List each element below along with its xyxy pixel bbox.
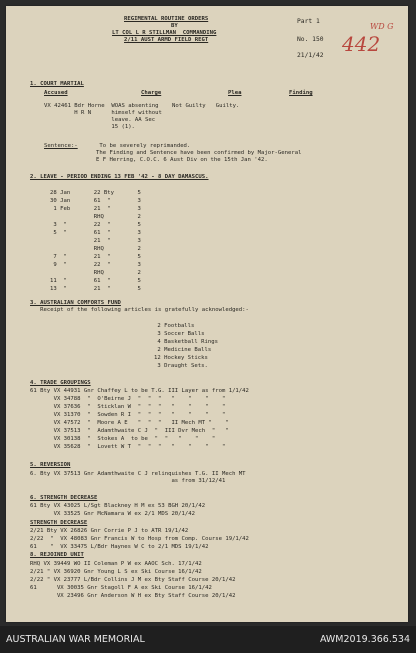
sentence-line: E F Herring, C.O.C. 6 Aust Div on the 15th Jan '42. (96, 157, 268, 163)
order-number: No. 150 (297, 36, 324, 43)
trade-row: VX 30138 " Stokes A to be " " " " " (30, 436, 216, 442)
reversion-line: 6. Bty VX 37513 Gnr Adamthwaite C J relinquishes T.G. II Mech MT (30, 471, 246, 477)
sentence-line: The Finding and Sentence have been confirmed by Major-General (96, 150, 302, 156)
leave-row: RHQ 2 (50, 270, 141, 276)
rejoined-row: VX 23496 Gnr Anderson W H ex Bty Staff Course 20/1/42 (30, 593, 236, 599)
footer-source: AUSTRALIAN WAR MEMORIAL (6, 634, 145, 645)
col-plea: Plea (228, 90, 242, 96)
strength-row: 61 Bty VX 43025 L/Sgt Blackney H M ex 53 BGH 20/1/42 (30, 503, 206, 509)
sentence-line: To be severely reprimanded. (96, 143, 191, 149)
trade-row: VX 31370 " Sowden R I " " " " " " " (30, 412, 226, 418)
trade-row: VX 34788 " O'Beirne J " " " " " " " (30, 396, 226, 402)
strength-row: 2/22 " VX 48083 Gnr Francis W to Hosp from Comp. Course 19/1/42 (30, 536, 249, 542)
leave-row: 21 " 3 (50, 238, 141, 244)
court-martial-row: 15 (1). (44, 124, 135, 130)
section-7-heading: STRENGTH DECREASE (30, 520, 88, 526)
archive-footer (0, 626, 416, 653)
leave-row: 28 Jan 22 Bty 5 (50, 190, 141, 196)
section-4-heading: 4. TRADE GROUPINGS (30, 380, 91, 386)
section-1-heading: 1. COURT MARTIAL (30, 81, 84, 87)
leave-row: 11 " 61 " 5 (50, 278, 141, 284)
section-2-heading: 2. LEAVE - PERIOD ENDING 13 FEB '42 - 8 DAY DAMASCUS. (30, 174, 209, 180)
col-finding: Finding (289, 90, 313, 96)
document-page (6, 6, 408, 622)
section-6-heading: 6. STRENGTH DECREASE (30, 495, 98, 501)
rejoined-row: RHQ VX 39449 WO II Coleman P W ex AAOC Sch. 17/1/42 (30, 561, 202, 567)
court-martial-row: H R N himself without (44, 110, 162, 116)
reversion-line: as from 31/12/41 (30, 478, 226, 484)
strength-row: VX 33525 Gnr McNamara W ex 2/1 MDS 20/1/42 (30, 511, 196, 517)
handwritten-note: WD G (370, 22, 394, 31)
acf-intro: Receipt of the following articles is gratefully acknowledged:- (30, 307, 249, 313)
leave-row: 1 Feb 21 " 3 (50, 206, 141, 212)
acf-item: 3 Draught Sets. (154, 363, 208, 369)
leave-row: 9 " 22 " 3 (50, 262, 141, 268)
leave-row: 13 " 21 " 5 (50, 286, 141, 292)
trade-row: VX 47572 " Moore A E " " " II Mech MT " " (30, 420, 229, 426)
trade-row: VX 37636 " Sticklan W " " " " " " " (30, 404, 226, 410)
sentence-label: Sentence:- (44, 143, 78, 149)
court-martial-row: leave. AA Sec (44, 117, 156, 123)
title-line-4: 2/11 AUST ARMD FIELD REGT (124, 37, 209, 43)
part-label: Part 1 (297, 18, 320, 25)
leave-row: 5 " 61 " 3 (50, 230, 141, 236)
section-8-heading: 8. REJOINED UNIT (30, 552, 84, 558)
leave-row: 3 " 22 " 5 (50, 222, 141, 228)
title-line-3: LT COL L R STILLMAN COMMANDING (112, 30, 217, 36)
footer-reference: AWM2019.366.534 (319, 634, 410, 645)
section-5-heading: 5. REVERSION (30, 462, 71, 468)
strength-row: 2/21 Bty VX 26826 Gnr Corrie P J to ATR 19/1/42 (30, 528, 189, 534)
rejoined-row: 61 VX 30035 Gnr Stagoll F A ex Ski Course 16/1/42 (30, 585, 212, 591)
acf-item: 3 Soccer Balls (154, 331, 205, 337)
handwritten-folio: 442 (342, 32, 381, 56)
trade-row: 61 Bty VX 44931 Gnr Chaffey L to be T.G. III Layer as from 1/1/42 (30, 388, 249, 394)
rejoined-row: 2/22 " VX 23777 L/Bdr Collins J M ex Bty Staff Course 20/1/42 (30, 577, 236, 583)
leave-row: 30 Jan 61 " 3 (50, 198, 141, 204)
trade-row: VX 37513 " Adamthwaite C J " III Dvr Mech " " (30, 428, 229, 434)
trade-row: VX 35628 " Lovett W T " " " " " " " (30, 444, 226, 450)
col-accused: Accused (44, 90, 68, 96)
acf-item: 2 Footballs (154, 323, 195, 329)
court-martial-row: VX 42461 Bdr Horne WOAS absenting Not Guilty Guilty. (44, 103, 240, 109)
section-3-heading: 3. AUSTRALIAN COMFORTS FUND (30, 300, 121, 306)
leave-row: RHQ 2 (50, 246, 141, 252)
order-date: 21/1/42 (297, 52, 324, 59)
acf-item: 2 Medicine Balls (154, 347, 212, 353)
col-charge: Charge (141, 90, 162, 96)
acf-item: 4 Basketball Rings (154, 339, 218, 345)
title-line-2: BY (171, 23, 178, 29)
title-line-1: REGIMENTAL ROUTINE ORDERS (124, 16, 209, 22)
leave-row: 7 " 21 " 5 (50, 254, 141, 260)
strength-row: 61 " VX 33475 L/Bdr Haynes W C to 2/1 MDS 19/1/42 (30, 544, 209, 550)
rejoined-row: 2/21 " VX 36920 Gnr Young L S ex Ski Course 16/1/42 (30, 569, 202, 575)
leave-row: RHQ 2 (50, 214, 141, 220)
acf-item: 12 Hockey Sticks (154, 355, 208, 361)
